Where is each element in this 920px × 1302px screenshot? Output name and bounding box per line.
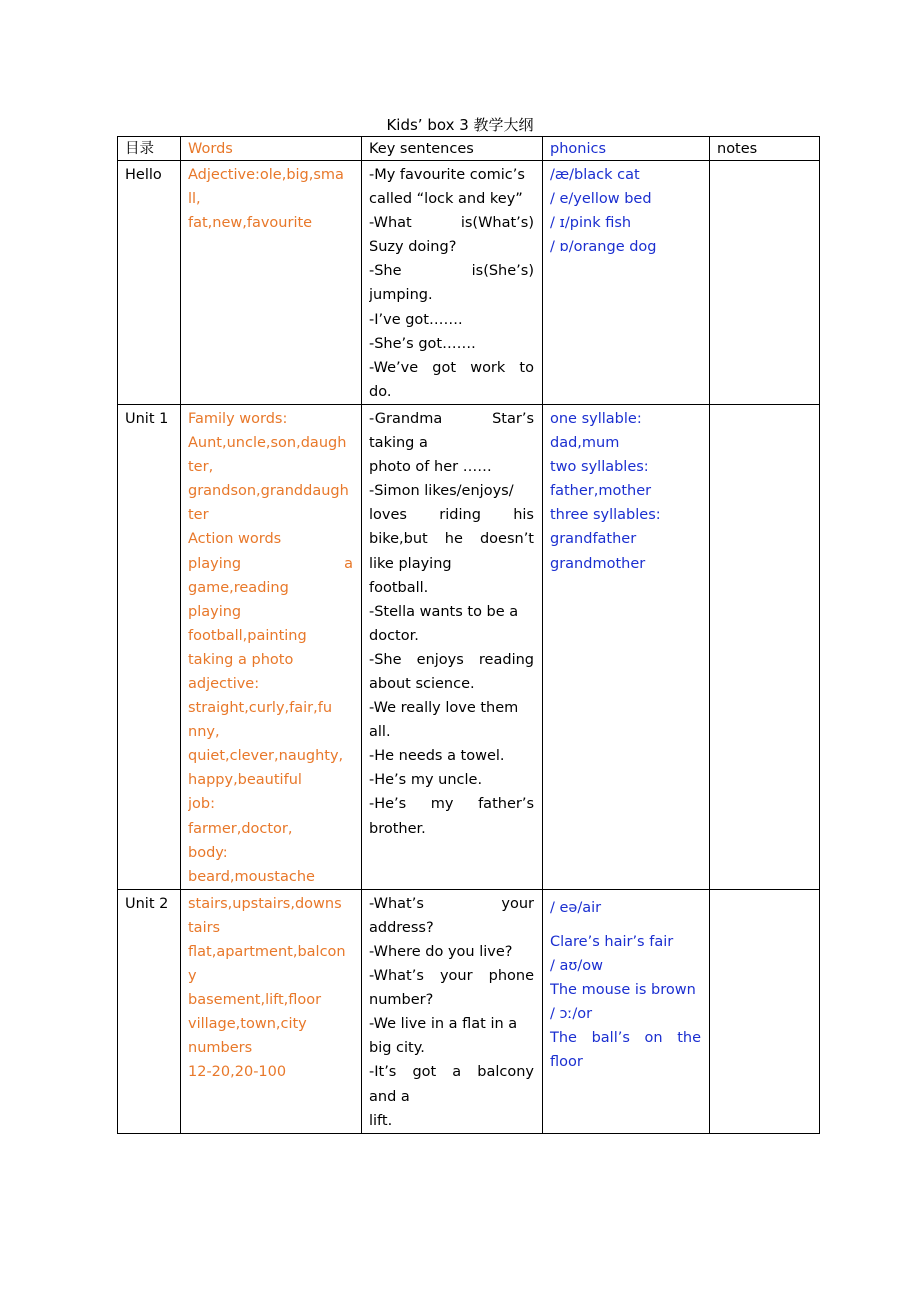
phonics-cell [543, 161, 710, 405]
sentences-cell [362, 161, 543, 405]
sentence-line: Suzy doing? [369, 239, 457, 256]
sentence-line: doctor. [369, 627, 419, 644]
sentence-line: -Simon likes/enjoys/ [369, 483, 514, 500]
sentence-line: brother. [369, 820, 426, 837]
unit-cell: Hello [118, 161, 181, 405]
phonics-line: two syllables: [550, 459, 649, 476]
sentence-line: -My favourite comic’s [369, 167, 525, 183]
sentence-line: big city. [369, 1040, 425, 1057]
words-line: beard,moustache [188, 868, 315, 885]
words-cell [181, 404, 362, 889]
words-line: Family words: [188, 410, 288, 427]
words-line: farmer,doctor, [188, 820, 293, 837]
sentence-line: -He’s my father’s [369, 796, 534, 813]
phonics-line: /æ/black cat [550, 167, 640, 183]
words-line: numbers [188, 1040, 253, 1057]
sentence-line: -What’s your [369, 895, 534, 912]
sentence-line: -She’s got……. [369, 335, 476, 352]
sentence-line: number? [369, 992, 434, 1009]
phonics-line: The ball’s on the [550, 1030, 701, 1047]
phonics-line: / eə/air [550, 899, 602, 916]
words-line: Aunt,uncle,son,daugh [188, 435, 347, 452]
header-phonics: phonics [543, 137, 710, 161]
header-words: Words [181, 137, 362, 161]
table-row-unit-2 [118, 889, 820, 1133]
phonics-line: / ɪ/pink fish [550, 215, 632, 232]
notes-cell [710, 161, 820, 405]
words-line: tairs [188, 919, 221, 936]
sentence-line: -Where do you live? [369, 944, 513, 960]
sentence-line: taking a [369, 435, 428, 452]
words-line: ter [188, 507, 209, 524]
sentence-line: bike,but he doesn’t [369, 531, 534, 548]
phonics-line: father,mother [550, 483, 652, 500]
words-line: football,painting [188, 627, 307, 644]
words-line: taking a photo [188, 651, 294, 668]
words-line: playing [188, 603, 242, 620]
words-line: y [188, 968, 197, 985]
phonics-line: grandfather [550, 531, 637, 548]
sentence-line: -We really love them [369, 700, 519, 717]
words-line: 12-20,20-100 [188, 1064, 287, 1081]
words-line: ll, [188, 191, 201, 208]
words-line: job: [188, 796, 215, 813]
table-row-hello [118, 161, 820, 405]
sentence-line: about science. [369, 675, 475, 692]
sentence-line: address? [369, 919, 434, 936]
phonics-line: grandmother [550, 555, 646, 572]
phonics-line: / aʊ/ow [550, 958, 603, 974]
syllabus-table [117, 136, 820, 1134]
sentence-line: -What is(What’s) [369, 215, 534, 232]
notes-cell [710, 404, 820, 889]
phonics-line: dad,mum [550, 435, 620, 452]
words-line: nny, [188, 724, 220, 741]
words-line: village,town,city [188, 1016, 307, 1033]
header-notes: notes [710, 137, 820, 161]
words-line: grandson,granddaugh [188, 483, 349, 500]
sentence-line: -We’ve got work to [369, 359, 534, 376]
words-line: flat,apartment,balcon [188, 944, 346, 960]
table-row-unit-1 [118, 404, 820, 889]
sentences-cell [362, 889, 543, 1133]
words-line: straight,curly,fair,fu [188, 700, 333, 717]
header-contents: 目录 [118, 137, 181, 161]
sentence-line: do. [369, 383, 392, 400]
sentences-cell [362, 404, 543, 889]
unit-cell: Unit 2 [118, 889, 181, 1133]
words-line: Adjective:ole,big,sma [188, 167, 344, 183]
phonics-line: one syllable: [550, 410, 642, 427]
sentence-line: called “lock and key” [369, 191, 523, 208]
phonics-line: floor [550, 1054, 583, 1071]
phonics-cell [543, 889, 710, 1133]
words-line: basement,lift,floor [188, 992, 322, 1009]
sentence-line: -Grandma Star’s [369, 410, 534, 427]
phonics-cell [543, 404, 710, 889]
sentence-line: -It’s got a balcony [369, 1064, 534, 1081]
sentence-line: -She enjoys reading [369, 651, 534, 668]
sentence-line: jumping. [369, 287, 433, 304]
sentence-line: photo of her …… [369, 459, 492, 476]
words-line: happy,beautiful [188, 772, 302, 789]
words-cell [181, 161, 362, 405]
sentence-line: -She is(She’s) [369, 263, 534, 280]
phonics-line: The mouse is brown [550, 982, 696, 999]
words-line: playing a [188, 555, 353, 572]
words-line: body: [188, 844, 228, 861]
header-key-sentences: Key sentences [362, 137, 543, 161]
phonics-line: Clare’s hair’s fair [550, 933, 674, 950]
sentence-line: -Stella wants to be a [369, 603, 519, 620]
sentence-line: football. [369, 579, 429, 596]
phonics-line: / e/yellow bed [550, 191, 652, 208]
phonics-line: three syllables: [550, 507, 661, 524]
unit-cell: Unit 1 [118, 404, 181, 889]
notes-cell [710, 889, 820, 1133]
sentence-line: -He needs a towel. [369, 748, 505, 765]
phonics-line: / ɔː/or [550, 1006, 593, 1023]
sentence-line: loves riding his [369, 507, 534, 524]
sentence-line: -He’s my uncle. [369, 772, 483, 789]
words-line: quiet,clever,naughty, [188, 748, 344, 765]
sentence-line: all. [369, 724, 391, 741]
sentence-line: and a [369, 1088, 410, 1105]
sentence-line: -I’ve got……. [369, 311, 463, 328]
words-line: fat,new,favourite [188, 215, 313, 232]
document-title: Kids’ box 3 教学大纲 [386, 116, 534, 134]
words-line: ter, [188, 459, 214, 476]
sentence-line: -What’s your phone [369, 968, 534, 985]
phonics-line: / ɒ/orange dog [550, 239, 657, 256]
words-line: Action words [188, 531, 282, 548]
sentence-line: like playing [369, 555, 452, 572]
words-cell [181, 889, 362, 1133]
header-row [118, 137, 820, 161]
words-line: game,reading [188, 579, 289, 596]
sentence-line: lift. [369, 1112, 393, 1129]
sentence-line: -We live in a flat in a [369, 1016, 518, 1033]
words-line: stairs,upstairs,downs [188, 895, 342, 912]
words-line: adjective: [188, 675, 260, 692]
